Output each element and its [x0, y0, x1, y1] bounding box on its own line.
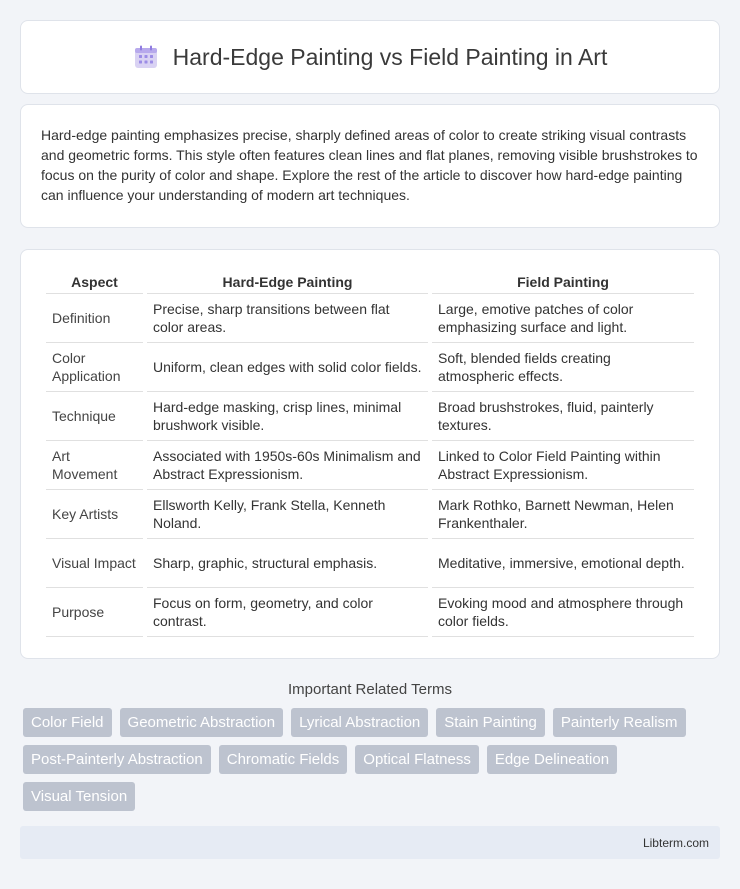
- row-hard-edge: Ellsworth Kelly, Frank Stella, Kenneth Noland.: [147, 490, 428, 539]
- tag-color-field[interactable]: Color Field: [23, 708, 112, 737]
- row-field: Meditative, immersive, emotional depth.: [432, 539, 694, 588]
- tag-stain-painting[interactable]: Stain Painting: [436, 708, 545, 737]
- row-field: Soft, blended fields creating atmospheric effects.: [432, 343, 694, 392]
- page-header: [20, 20, 720, 94]
- tag-optical-flatness[interactable]: Optical Flatness: [355, 745, 479, 774]
- intro-text: Hard-edge painting emphasizes precise, sharply defined areas of color to create striking visual contrasts and geometric forms. This style often features clean lines and flat planes, removing visible brushstrokes to focus on the purity of color and shape. Explore the rest of the article to discover how hard-edge painting can influence your understanding of modern art techniques.: [41, 127, 698, 203]
- related-terms-tags: [20, 708, 720, 811]
- row-aspect: Visual Impact: [46, 539, 143, 588]
- row-field: Broad brushstrokes, fluid, painterly textures.: [432, 392, 694, 441]
- column-header-aspect: Aspect: [46, 270, 143, 294]
- row-hard-edge: Sharp, graphic, structural emphasis.: [147, 539, 428, 588]
- related-terms-section: [20, 681, 720, 811]
- row-aspect: Technique: [46, 392, 143, 441]
- tag-geometric-abstraction[interactable]: Geometric Abstraction: [120, 708, 284, 737]
- footer: [20, 826, 720, 859]
- table-row: [46, 343, 694, 392]
- tag-edge-delineation[interactable]: Edge Delineation: [487, 745, 617, 774]
- row-aspect: Art Movement: [46, 441, 143, 490]
- row-aspect: Color Application: [46, 343, 143, 392]
- tag-visual-tension[interactable]: Visual Tension: [23, 782, 135, 811]
- row-field: Evoking mood and atmosphere through color fields.: [432, 588, 694, 637]
- table-row: [46, 539, 694, 588]
- table-row: [46, 490, 694, 539]
- comparison-table: [42, 270, 698, 637]
- table-row: [46, 392, 694, 441]
- comparison-card: [20, 249, 720, 659]
- row-field: Mark Rothko, Barnett Newman, Helen Frankenthaler.: [432, 490, 694, 539]
- row-field: Linked to Color Field Painting within Abstract Expressionism.: [432, 441, 694, 490]
- row-hard-edge: Precise, sharp transitions between flat color areas.: [147, 294, 428, 343]
- column-header-hard-edge: Hard-Edge Painting: [147, 270, 428, 294]
- row-aspect: Definition: [46, 294, 143, 343]
- related-terms-title: Important Related Terms: [288, 681, 452, 698]
- table-row: [46, 294, 694, 343]
- page-title: Hard-Edge Painting vs Field Painting in Art: [172, 43, 608, 70]
- tag-painterly-realism[interactable]: Painterly Realism: [553, 708, 686, 737]
- intro-card: [20, 104, 720, 228]
- row-hard-edge: Uniform, clean edges with solid color fields.: [147, 343, 428, 392]
- table-row: [46, 588, 694, 637]
- tag-post-painterly-abstraction[interactable]: Post-Painterly Abstraction: [23, 745, 211, 774]
- tag-lyrical-abstraction[interactable]: Lyrical Abstraction: [291, 708, 428, 737]
- row-field: Large, emotive patches of color emphasizing surface and light.: [432, 294, 694, 343]
- table-header-row: [46, 270, 694, 294]
- row-hard-edge: Associated with 1950s-60s Minimalism and Abstract Expressionism.: [147, 441, 428, 490]
- column-header-field: Field Painting: [432, 270, 694, 294]
- tag-chromatic-fields[interactable]: Chromatic Fields: [219, 745, 348, 774]
- row-aspect: Purpose: [46, 588, 143, 637]
- table-row: [46, 441, 694, 490]
- row-hard-edge: Hard-edge masking, crisp lines, minimal brushwork visible.: [147, 392, 428, 441]
- row-aspect: Key Artists: [46, 490, 143, 539]
- row-hard-edge: Focus on form, geometry, and color contrast.: [147, 588, 428, 637]
- calendar-grid-icon: [133, 44, 159, 70]
- footer-site-link[interactable]: Libterm.com: [642, 835, 709, 850]
